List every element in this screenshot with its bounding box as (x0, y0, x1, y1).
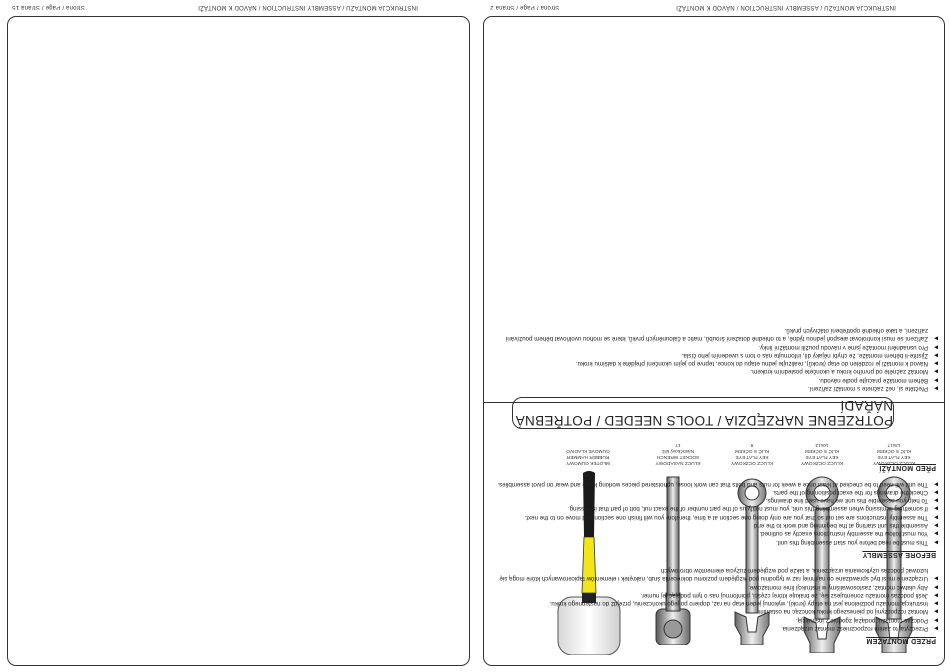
list-item: ▶ Pro usnadnění montáže jsme v návodu použili montážní linky. (490, 342, 938, 350)
list-item: ▶ If something is missing when assembling this unit, you must notify us of the part number of the exact nut, bolt of part that is missing. (490, 504, 938, 512)
list-item: ▶ The unit will need to be checked at least once a week for nuts and bolts that can work loose, upholstered pieces working loose and wear on pivot assemblies. (490, 479, 938, 487)
left-page-header: INSTRUKCJA MONTAŻU / ASSEMBLY INSTRUCTION / NÁVOD K MONTÁŽI (198, 4, 418, 10)
list-item: ▶ To help you assemble this unit we have used line drawings. (490, 496, 938, 504)
list-item: ▶ Check the drawings for the exact positioning of the parts. (490, 488, 938, 496)
en-list (490, 479, 938, 545)
tool-label: KLUCZ OCZKOWY KEY FLAT EYE KLÍČ S OČKEM 8 (731, 442, 773, 465)
list-item: ▶ Przeczytaj to zanim rozpoczniesz montaż urządzenia (490, 624, 938, 632)
tool-label: MŁOTEK GUMOWY RUBBER HAMMER GUMOVÉ KLADIVO (566, 448, 610, 465)
right-page-header: INSTRUKCJA MONTAŻU / ASSEMBLY INSTRUCTION / NÁVOD K MONTÁŽI (676, 4, 896, 10)
list-item: ▶ This must be read before you start assembling this unit. (490, 537, 938, 545)
list-item: ▶ Podczas montażu, podążaj zgodnie z instrukcją. (490, 615, 938, 623)
cz-list (490, 326, 938, 392)
list-item: ▶ Během montáže pracujte podle návodu. (490, 375, 938, 383)
section-title-pl: PRZED MONTAŻEM (866, 637, 936, 644)
left-page-frame (7, 16, 470, 666)
list-item: ▶ Assemble this unit starting at the beginning and work to the end (490, 521, 938, 529)
list-item: ▶ Jeśli podczas montażu zorientujesz się, że brakuje której części, poinformuj nas o tym podając jej numer. (490, 591, 938, 599)
right-page-label: Strona / Page / Strana 2 (490, 4, 560, 10)
list-item: ▶ The assembly instructions are set out so that you are only doing one section at a time, therefore you will finish one section and move on to the next. (490, 512, 938, 520)
section-title-cz-visible: PŘED MONTÁŽÍ (879, 464, 936, 472)
list-item: ▶ Návod k montáži je rozdělen do etap (kroků), realizujte jednu etapu do konce, teprve po jejím ukončení přejděte k dalšímu kroku. (490, 359, 938, 367)
list-item: ▶ Zjistíte-li během montáže, že chybí nějaký díl, informujte nás o tom s uvedením jeho čísla. (490, 351, 938, 359)
list-item: ▶ Montaż rozpoczynij od pierwszego kroku kończąc na ostatnim. (490, 607, 938, 615)
left-page-label: Strona / Page / Strana 15 (12, 4, 85, 10)
list-item: ▶ Urządzenie musi być sprawdzane co najmniej raz w tygodniu pod względem poziomu dokręcenia śrub, nakrętek i elementów tapicerowanych które mogą się luzować podczas użytkowania urządzenia, a także pod względem zużycia elementów obrotowych (490, 566, 938, 583)
tools-needed-title: POTRZEBNE NARZĘDZIA / TOOLS NEEDED / POTŘEBNÁ NÁŘADÍ (515, 398, 893, 428)
tool-label: KLUCZ OCZKOWY KEY FLAT EYE KLÍČ S OČKEM 10x13 (801, 442, 843, 465)
list-item: ▶ Zařízení se musí kontrolovat alespoň jednou týdně, a to ohledně dotažení šroubů, matic a čalouněných prvků, které se mohou uvolňovat během používání zařízení, a také ohledně opotřebení otáčivých prvků. (490, 326, 938, 343)
list-item: ▶ Montáž začněte od prvního kroku a ukončete posledním krokem. (490, 367, 938, 375)
pl-list (490, 566, 938, 632)
list-item: ▶ Aby ułatwić montaż, zastosowaliśmy w instrukcji linie montażowe. (490, 582, 938, 590)
list-item: ▶ You must follow the assembly instructions exactly as outlined. (490, 529, 938, 537)
tool-label: KLUCZ OCZKOWY KEY FLAT EYE KLÍČ S OČKEM 13x17 (873, 442, 915, 465)
tool-label: KLUCZ NASADOWY SOCKET WRENCH Nástrčkový klíč 17 (655, 442, 701, 465)
section-title-en: BEFORE ASSEMBLY (862, 550, 936, 558)
list-item: ▶ Instrukcja montażu podzielona jest na etapy (kroki), wykonuj jeden etap na raz, dopiero po jego ukończeniu, przejdź do następnego kroku. (490, 599, 938, 607)
list-item: ▶ Přečtěte si, než začnete s montáží zařízení. (490, 384, 938, 392)
instructions-block-cz (484, 296, 944, 396)
